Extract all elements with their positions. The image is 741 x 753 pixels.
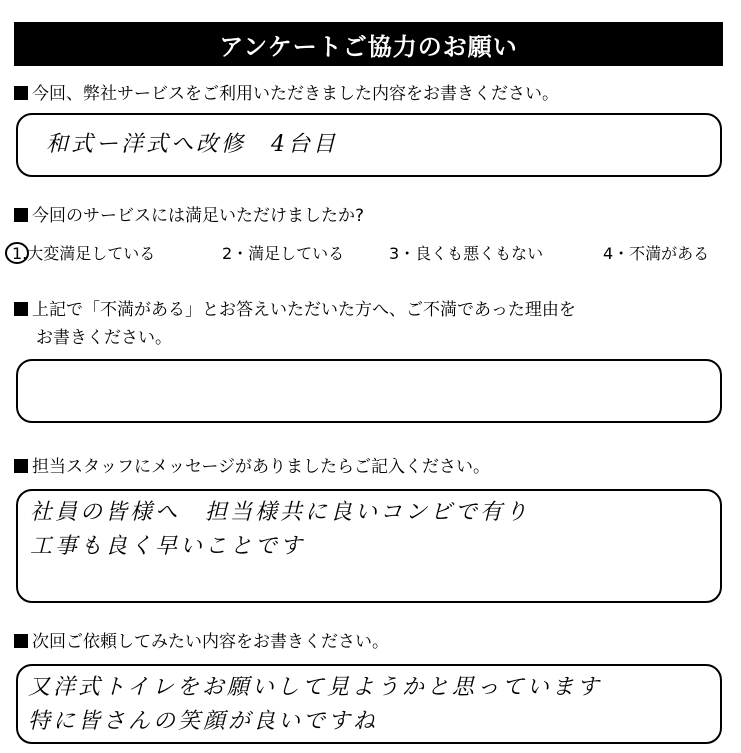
question-3-label-line2: お書きください。 [36,328,172,348]
satisfaction-options [0,241,741,267]
square-bullet-icon [14,302,28,316]
question-2 [14,204,364,228]
square-bullet-icon [14,208,28,222]
answer-4-line1: 社員の皆様へ 担当様共に良いコンビで有り [30,500,531,525]
answer-5-box[interactable] [16,664,722,744]
answer-4-box[interactable] [16,489,722,603]
question-1-label: 今回、弊社サービスをご利用いただきました内容をお書きください。 [32,84,559,104]
answer-1-box[interactable] [16,113,722,177]
option-4[interactable]: 4・不満がある [603,244,710,263]
question-1 [14,82,559,106]
option-3[interactable]: 3・良くも悪くもない [389,244,544,263]
answer-3-box[interactable] [16,359,722,423]
option-2[interactable]: 2・満足している [222,244,345,263]
option-1[interactable]: 1.大変満足している [12,244,156,263]
answer-1-text: 和式ー洋式へ改修 4台目 [46,132,338,157]
answer-4-line2: 工事も良く早いことです [30,534,306,559]
square-bullet-icon [14,86,28,100]
answer-5-line2: 特に皆さんの笑顔が良いですね [28,709,379,734]
question-3-label-line1: 上記で「不満がある」とお答えいただいた方へ、ご不満であった理由を [32,300,576,320]
survey-title: アンケートご協力のお願い [14,22,723,66]
answer-5-line1: 又洋式トイレをお願いして見ようかと思っています [28,675,602,700]
question-5-label: 次回ご依頼してみたい内容をお書きください。 [32,632,389,652]
question-2-label: 今回のサービスには満足いただけましたか? [32,206,365,226]
question-4-label: 担当スタッフにメッセージがありましたらご記入ください。 [32,457,490,477]
question-3 [14,298,576,322]
square-bullet-icon [14,459,28,473]
question-4 [14,455,490,479]
question-5 [14,630,389,654]
square-bullet-icon [14,634,28,648]
question-3-line2 [36,326,172,350]
